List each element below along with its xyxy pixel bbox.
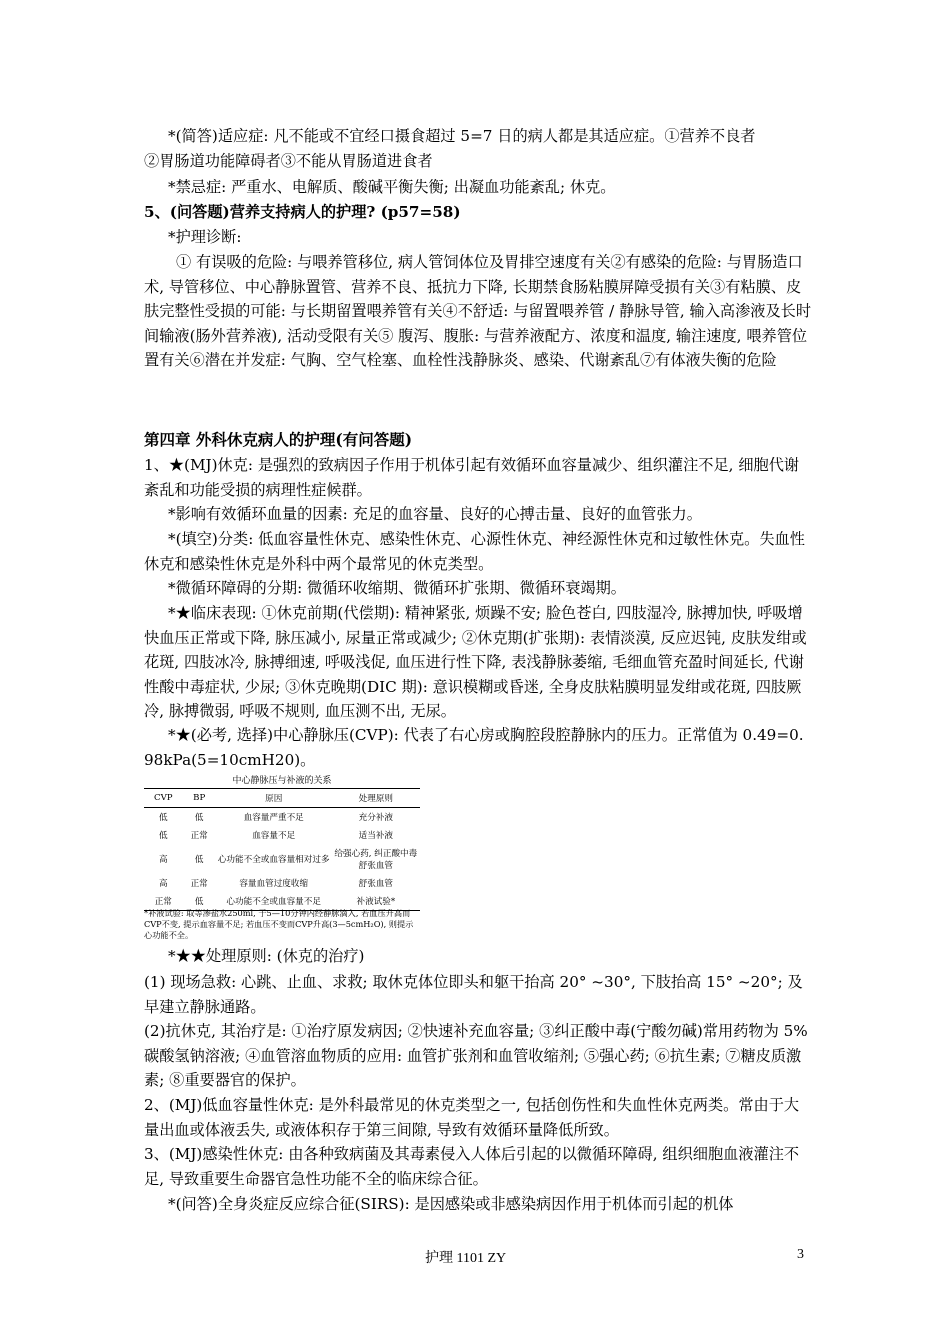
table-cell: 正常 bbox=[190, 879, 208, 889]
septic-shock: 3、(MJ)感染性休克: 由各种致病菌及其毒素侵入人体后引起的以微循环障碍, 组织细胞血液灌注不足, 导致重要生命器官急性功能不全的临床综合征。 bbox=[144, 1145, 800, 1188]
table-row bbox=[144, 826, 420, 844]
microcirculation-stages: *微循环障碍的分期: 微循环收缩期、微循环扩张期、微循环衰竭期。 bbox=[168, 579, 626, 597]
table-cell: 低 bbox=[159, 831, 168, 841]
table-row bbox=[144, 874, 420, 892]
shock-definition: 1、★(MJ)休克: 是强烈的致病因子作用于机体引起有效循环血容量减少、组织灌注不足, 细胞代谢紊乱和功能受损的病理性症候群。 bbox=[144, 456, 800, 499]
cvp-header-principle: 处理原则 bbox=[332, 789, 420, 808]
circulation-factors: *影响有效循环血量的因素: 充足的血容量、良好的心搏击量、良好的血管张力。 bbox=[168, 505, 702, 523]
table-cell: 充分补液 bbox=[358, 813, 394, 823]
table-cell: 高 bbox=[159, 879, 168, 889]
indications-continued: ②胃肠道功能障碍者③不能从胃肠道进食者 bbox=[144, 152, 433, 170]
table-cell: 正常 bbox=[190, 831, 208, 841]
cvp-table-note: *补液试验: 取等渗盐水250ml, 于5—10分钟内经静脉滴入, 若血压升高而CVP不变, 提示血容量不足; 若血压不变而CVP升高(3—5cmH₂O), 则提示心功能不全。 bbox=[144, 908, 414, 940]
table-cell: 容量血管过度收缩 bbox=[239, 879, 309, 889]
table-cell: 给强心药, 纠正酸中毒 舒张血管 bbox=[334, 849, 418, 871]
chapter-4-heading: 第四章 外科休克病人的护理(有问答题) bbox=[144, 430, 413, 449]
table-row bbox=[144, 844, 420, 874]
treatment-first-aid: (1) 现场急救: 心跳、止血、求救; 取休克体位即头和躯干抬高 20° ~30°, 下肢抬高 15° ~20°; 及早建立静脉通路。 bbox=[144, 973, 803, 1016]
table-cell: 舒张血管 bbox=[358, 879, 394, 889]
table-cell: 低 bbox=[183, 892, 216, 911]
table-cell: 血容量严重不足 bbox=[243, 813, 304, 823]
treatment-anti-shock: (2)抗休克, 其治疗是: ①治疗原发病因; ②快速补充血容量; ③纠正酸中毒(宁酸勿碱)常用药物为 5%碳酸氢钠溶液; ④血管溶血物质的应用: 血管扩张剂和血管收缩剂; ⑤强心药; ⑥抗生素; ⑦糖皮质激素; ⑧重要器官的保护。 bbox=[144, 1022, 808, 1090]
cvp-table-title: 中心静脉压与补液的关系 bbox=[232, 776, 332, 786]
cvp-table bbox=[144, 788, 420, 911]
hypovolemic-shock: 2、(MJ)低血容量性休克: 是外科最常见的休克类型之一, 包括创伤性和失血性休克两类。常由于大量出血或体液丢失, 或液体积存于第三间隙, 导致有效循环量降低所致。 bbox=[144, 1096, 800, 1139]
cvp-header-bp: BP bbox=[183, 789, 216, 808]
table-cell: 低 bbox=[194, 813, 204, 823]
nursing-diagnosis-label: *护理诊断: bbox=[168, 228, 242, 246]
table-cell: 正常 bbox=[144, 892, 183, 911]
cvp-header-cause: 原因 bbox=[216, 789, 332, 808]
table-cell: 补液试验* bbox=[332, 892, 420, 911]
cvp-header-cvp: CVP bbox=[144, 789, 183, 808]
table-cell: 适当补液 bbox=[358, 831, 394, 841]
nursing-diagnosis-paragraph: ① 有误吸的危险: 与喂养管移位, 病人管饲体位及胃排空速度有关②有感染的危险: 与胃肠造口术, 导管移位、中心静脉置管、营养不良、抵抗力下降, 长期禁食肠粘膜屏障受损有关③有粘膜、皮肤完整性受损的可能: 与长期留置喂养管有关④不舒适: 与留置喂养管 / 静脉导管, 输入高渗液及长时间输液(肠外营养液), 活动受限有关⑤ 腹泻、腹胀: 与营养液配方、浓度和温度, 输注速度, 喂养管位置有关⑥潜在并发症: 气胸、空气栓塞、血栓性浅静脉炎、感染、代谢紊乱⑦有体液失衡的危险 bbox=[144, 253, 812, 370]
table-cell: 心功能不全或血容量相对过多 bbox=[217, 855, 330, 865]
cvp-paragraph: *★(必考, 选择)中心静脉压(CVP): 代表了右心房或胸腔段腔静脉内的压力。正常值为 0.49=0.98kPa(5=10cmH20)。 bbox=[144, 726, 804, 769]
shock-classification: *(填空)分类: 低血容量性休克、感染性休克、心源性休克、神经源性休克和过敏性休克。失血性休克和感染性休克是外科中两个最常见的休克类型。 bbox=[144, 530, 805, 573]
table-cell: 血容量不足 bbox=[252, 831, 296, 841]
table-cell: 高 bbox=[159, 855, 168, 865]
table-cell: 心功能不全或血容量不足 bbox=[216, 892, 332, 911]
treatment-principles-heading: *★★处理原则: (休克的治疗) bbox=[168, 947, 365, 965]
clinical-manifestations: *★临床表现: ①休克前期(代偿期): 精神紧张, 烦躁不安; 脸色苍白, 四肢湿冷, 脉搏加快, 呼吸增快血压正常或下降, 脉压减小, 尿量正常或减少; ②休克期(扩张期): 表情淡漠, 反应迟钝, 皮肤发绀或花斑, 四肢冰冷, 脉搏细速, 呼吸浅促, 血压进行性下降, 表浅静脉萎缩, 毛细血管充盈时间延长, 代谢性酸中毒症状, 少尿; ③休克晚期(DIC 期): 意识模糊或昏迷, 全身皮肤粘膜明显发绀或花斑, 四肢厥冷, 脉搏微弱, 呼吸不规则, 血压测不出, 无尿。 bbox=[144, 604, 807, 721]
table-cell: 低 bbox=[194, 855, 204, 865]
sirs-paragraph: *(问答)全身炎症反应综合征(SIRS): 是因感染或非感染病因作用于机体而引起的机体 bbox=[168, 1195, 734, 1213]
indications-paragraph: *(简答)适应症: 凡不能或不宜经口摄食超过 5=7 日的病人都是其适应症。①营养不良者 bbox=[168, 127, 756, 145]
question-5-heading: 5、(问答题)营养支持病人的护理? (p57=58) bbox=[144, 203, 461, 221]
footer-text: 护理 1101 ZY bbox=[425, 1251, 507, 1266]
table-row bbox=[144, 808, 420, 827]
page-number: 3 bbox=[797, 1247, 804, 1262]
table-cell: 低 bbox=[159, 813, 168, 823]
contraindications-line: *禁忌症: 严重水、电解质、酸碱平衡失衡; 出凝血功能紊乱; 休克。 bbox=[168, 178, 616, 196]
